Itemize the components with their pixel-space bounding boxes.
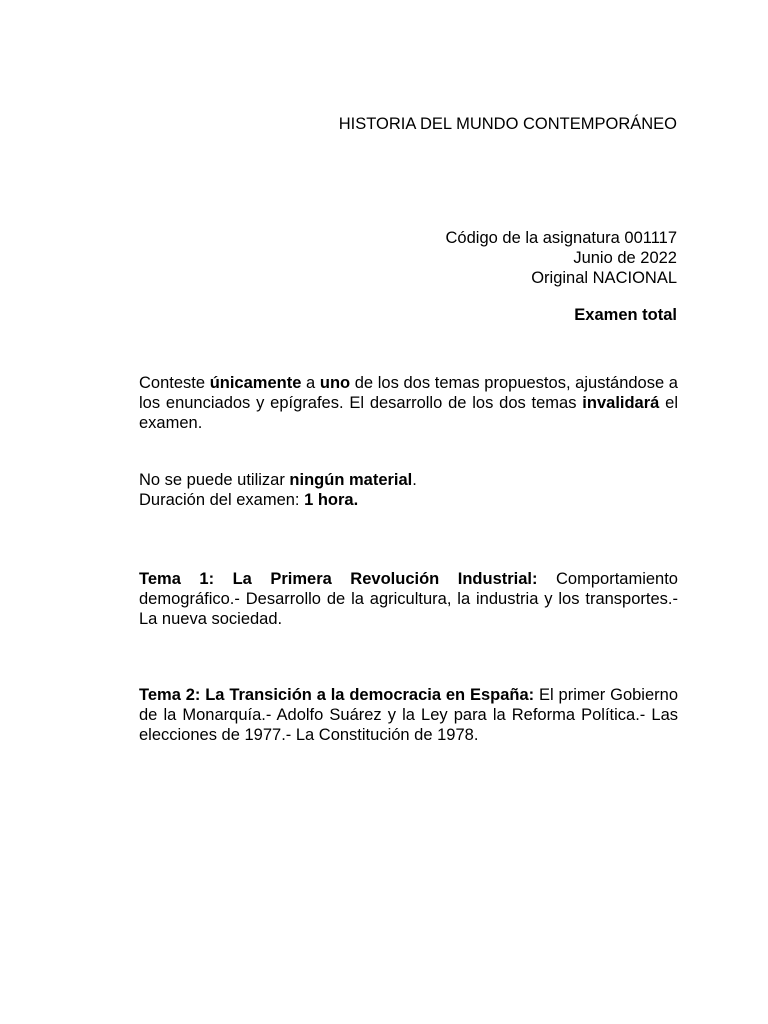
exam-type: Examen total — [574, 306, 677, 324]
topic-2 — [139, 685, 678, 745]
duration-text: Duración del examen: — [139, 491, 305, 509]
duration-value: 1 hora. — [304, 491, 359, 509]
materials-paragraph — [139, 470, 678, 510]
topic-1 — [139, 569, 678, 629]
instr-text: de los dos temas propuestos, ajustándose a los enunciados y epígrafes. El desarrollo de los dos temas — [139, 374, 678, 412]
topic-body: El primer Gobierno de la Monarquía.- Adolfo Suárez y la Ley para la Reforma Política.- Las elecciones de 1977.- La Constitución de 1978. — [139, 686, 678, 744]
instr-text: a — [301, 374, 320, 392]
topic-heading: Tema 1: La Primera Revolución Industrial: — [139, 570, 538, 588]
materials-text: . — [412, 471, 417, 489]
instr-text: Conteste — [139, 374, 210, 392]
materials-emphasis: ningún material — [289, 471, 413, 489]
instr-emphasis: invalidará — [582, 394, 660, 412]
instr-emphasis: únicamente — [209, 374, 302, 392]
instr-emphasis: uno — [319, 374, 351, 392]
instructions-paragraph — [139, 373, 678, 433]
exam-edition: Original NACIONAL — [531, 269, 677, 287]
topic-body: Comportamiento demográfico.- Desarrollo de la agricultura, la industria y los transportes.- La nueva sociedad. — [139, 570, 678, 628]
instr-text: el examen. — [139, 394, 678, 432]
exam-date: Junio de 2022 — [573, 249, 677, 267]
topic-heading: Tema 2: La Transición a la democracia en España: — [139, 686, 535, 704]
materials-text: No se puede utilizar — [139, 471, 290, 489]
exam-title: HISTORIA DEL MUNDO CONTEMPORÁNEO — [338, 115, 677, 133]
course-code: Código de la asignatura 001117 — [445, 229, 677, 247]
exam-meta — [446, 228, 677, 288]
